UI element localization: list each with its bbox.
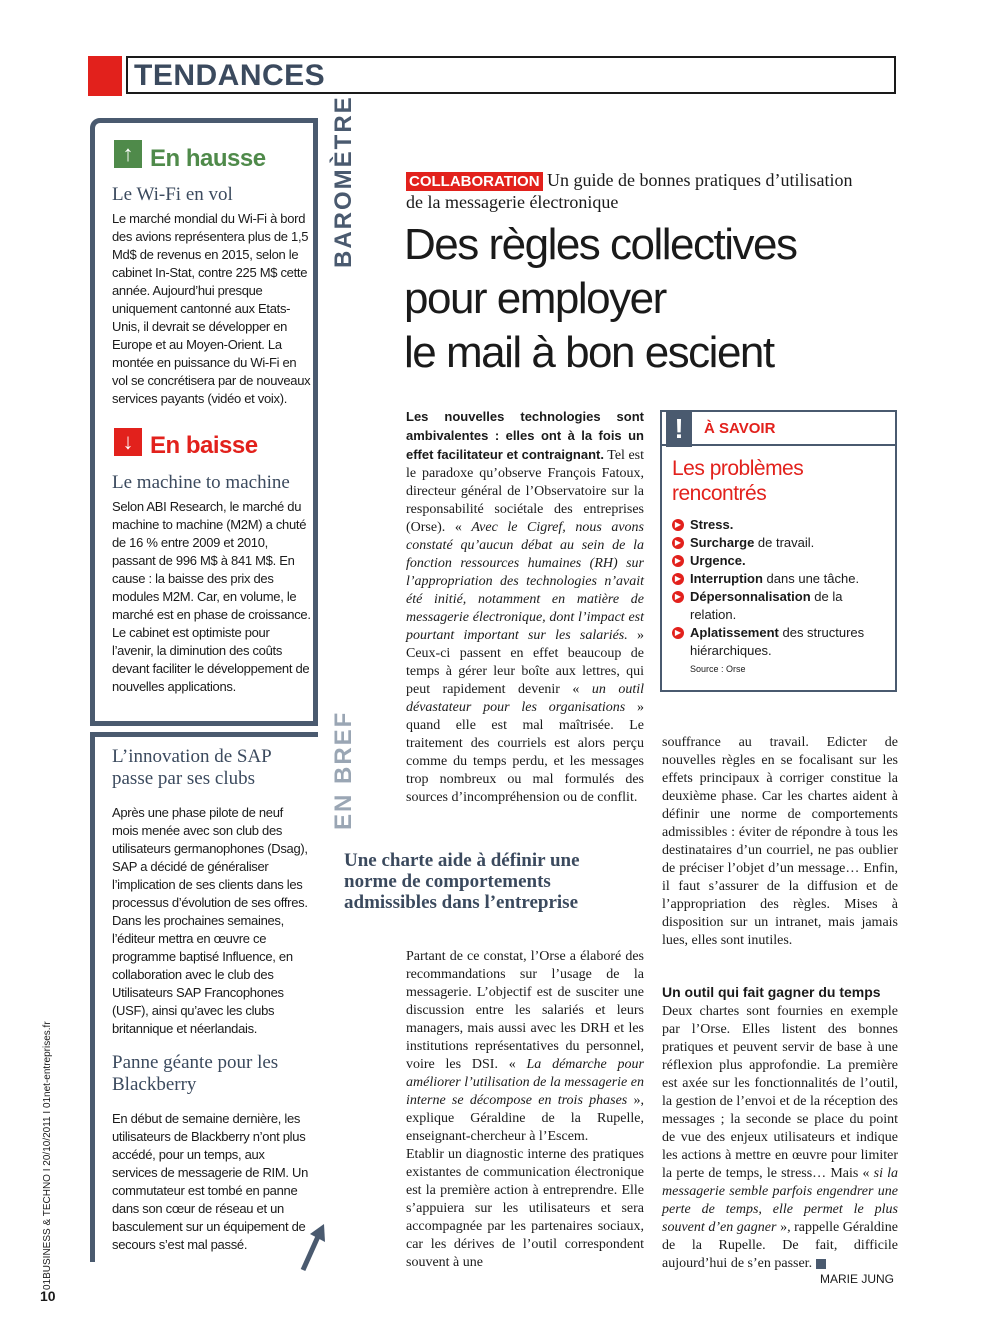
savoir-list (672, 516, 890, 660)
article-p2b: », explique Géraldine de la Rupelle, enseignant-chercheur à l’Escem. (406, 1093, 644, 1144)
bullet-arrow-icon: ▶ (672, 519, 684, 531)
arrow-down-icon: ↓ (114, 428, 142, 456)
section-title: TENDANCES (134, 59, 326, 92)
brief-sap-body: Après une phase pilote de neuf mois menée avec son club des utilisateurs germanophones (Dsag), SAP a décidé de généraliser l’implication de ses clients dans les processus d’évolution de ses offres. Dans les prochaines semaines, l’éditeur mettra en œuvre ce programme baptisé Influence, en collaboration avec le club des Utilisateurs SAP Francophones (USF), ainsi qu’avec les clubs britannique et néerlandais. (112, 805, 308, 1036)
brief-blackberry-body: En début de semaine dernière, les utilisateurs de Blackberry n’ont plus accédé, pour un temps, aux services de messagerie de RIM. Un commutateur est tombé en panne dans son cœur de réseau et un basculement sur un équipement de secours s’est mal passé. (112, 1111, 309, 1252)
bullet-arrow-icon: ▶ (672, 555, 684, 567)
arrow-up-icon: ↑ (114, 140, 142, 168)
article-quote2: un outil dévastateur pour les organisations (406, 682, 644, 715)
hausse-body: Le marché mondial du Wi-Fi à bord des avions représentera plus de 1,5 Md$ de revenus en 2015, selon le cabinet In-Stat, contre 225 M$ cette année. Aujourd’hui presque uniquement cantonné aux Etats-Unis, il devrait se développer en Europe et au Moyen-Orient. La montée en puissance du Wi-Fi en vol se concrétisera par de nouveaux services payants (vidéo et voix). (112, 211, 311, 406)
bullet-arrow-icon: ▶ (672, 573, 684, 585)
article-col2-bottom (662, 1003, 898, 1273)
kicker-text: Un guide de bonnes pratiques d’utilisation de la messagerie électronique (406, 170, 853, 212)
folio-text: 01BUSINESS & TECHNO I 20/10/2011 I 01net-entreprises.fr (42, 1021, 53, 1290)
list-item: ▶ Urgence. (672, 552, 890, 570)
list-item: ▶ Stress. (672, 516, 890, 534)
article-quote3: La démarche pour améliorer l’utilisation de la messagerie en interne se décompose en trois phases (406, 1057, 644, 1108)
article-quote1: Avec le Cigref, nous avons constaté qu’aucun débat au sein de la fonction ressources humaines (RH) sur l’appropriation des technologies n’avait été initié, notamment en matière de messagerie électronique, dont l’impact est pourtant important sur les salariés. (406, 520, 645, 643)
article-p2a: Partant de ce constat, l’Orse a élaboré des recommandations sur l’usage de la messagerie. L’objectif est de susciter une discussion entre les salariés et leurs managers, mais aussi avec les DRH et les institutions représentatives du personnel, voire les DSI. « (406, 949, 644, 1072)
headline-line-3: le mail à bon escient (404, 328, 774, 377)
article-subhead: Une charte aide à définir une norme de comportements admissibles dans l’entreprise (344, 850, 580, 913)
barometre-label: BAROMÈTRE (330, 95, 357, 268)
brief-sap-title: L’innovation de SAP passe par ses clubs (112, 746, 272, 789)
headline (404, 218, 874, 380)
exclamation-icon: ! (666, 411, 692, 447)
article-lead: Les nouvelles technologies sont ambivalentes : elles ont à la fois un effet facilitateur et contraignant. (406, 409, 644, 462)
article-quote4: si la messagerie semble parfois engendrer une perte de temps, elle permet le plus souvent d’en gagner (662, 1166, 899, 1235)
kicker-tag: COLLABORATION (406, 172, 543, 191)
savoir-header (660, 410, 897, 446)
article-col2-top: souffrance au travail. Edicter de nouvelles règles en se focalisant sur les effets principaux à corriger constitue la deuxième phase. Car les chartes aident à définir une norme de comportements admissibles : éviter de répondre à tous les destinataires d’un courriel, ne pas oublier de préciser l’objet d’un message… Enfin, il faut s’assurer de la diffusion et de l’appropriation des règles. Mises à disposition sur un intranet, mais jamais lues, elles sont inutiles. (662, 735, 898, 948)
headline-line-1: Des règles collectives (404, 220, 797, 269)
section-marker (88, 56, 122, 96)
article-col1-top (406, 408, 644, 807)
savoir-label: À SAVOIR (704, 420, 776, 437)
bullet-arrow-icon: ▶ (672, 627, 684, 639)
baisse-body: Selon ABI Research, le marché du machine to machine (M2M) a chuté de 16 % entre 2009 et 2010, passant de 996 M$ à 841 M$. En cause : la baisse des prix des modules M2M. Car, en volume, le marché est en phase de croissance. Le cabinet est optimiste pour l’avenir, la diminution des coûts devant faciliter le développement de nouvelles applications. (112, 499, 311, 694)
article-p1a: Tel est le paradoxe qu’observe François Fatoux, directeur général de l’Observatoire sur la responsabilité sociétale des entreprises (Orse). « (406, 448, 645, 535)
list-item: ▶ Surcharge de travail. (672, 534, 890, 552)
article-col1-bottom (406, 948, 644, 1272)
savoir-title: Les problèmes rencontrés (672, 457, 804, 505)
savoir-source: Source : Orse (690, 664, 746, 674)
en-bref-label: EN BREF (330, 710, 357, 830)
list-item: ▶ Interruption dans une tâche. (672, 570, 890, 588)
bullet-arrow-icon: ▶ (672, 591, 684, 603)
article-p5b: », rappelle Géraldine de la Rupelle. De fait, difficile aujourd’hui de s’en passer. (662, 1220, 899, 1271)
kicker (406, 170, 856, 213)
list-item: ▶ Aplatissement des structures hiérarchiques. (672, 624, 890, 660)
headline-line-2: pour employer (404, 274, 666, 323)
page-number: 10 (40, 1288, 56, 1304)
baisse-title: Le machine to machine (112, 472, 290, 493)
article-p5a: Deux chartes sont fournies en exemple par l’Orse. Elles listent des bonnes pratiques et peuvent servir de base à une réflexion plus approfondie. La première est axée sur les fonctionnalités de l’outil, la gestion de l’envoi et de la réception des messages ; la seconde se place du point de vue des enjeux utilisateurs et indique les actions à mettre en œuvre pour limiter la perte de temps, le stress… Mais « (662, 1004, 898, 1181)
bullet-arrow-icon: ▶ (672, 537, 684, 549)
article-subhead-2: Un outil qui fait gagner du temps (662, 984, 881, 1000)
end-mark-icon (816, 1259, 826, 1269)
brief-blackberry-title: Panne géante pour les Blackberry (112, 1052, 279, 1095)
article-p3: Etablir un diagnostic interne des pratiques existantes de communication électronique est la première action à entreprendre. Elle s’appuiera sur les utilisateurs et sera accompagnée par les partenaires sociaux, car les dérives de l’outil correspondent souvent à une (406, 1147, 644, 1270)
baisse-label: En baisse (150, 432, 258, 459)
article-author: MARIE JUNG (820, 1272, 895, 1286)
article-p1c: » quand elle est mal maîtrisée. Le traitement des courriels est alors perçu comme du temps perdu, et les messages trop nombreux ou mal formulés des sources d’incompréhension ou de conflit. (406, 700, 644, 805)
hausse-title: Le Wi-Fi en vol (112, 184, 233, 205)
article-p1b: » Ceux-ci passent en effet beaucoup de temps à gérer leur boîte aux lettres, qui peut rapidement devenir « (406, 628, 644, 697)
list-item: ▶ Dépersonnalisation de la relation. (672, 588, 890, 624)
hausse-label: En hausse (150, 145, 266, 172)
